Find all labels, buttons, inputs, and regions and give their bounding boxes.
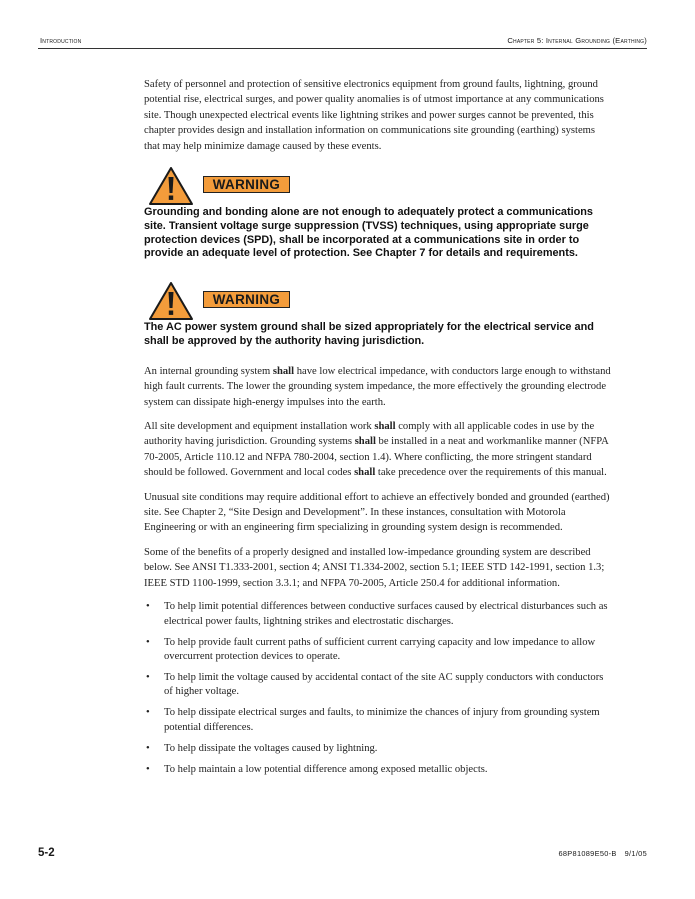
site-conditions-paragraph: Unusual site conditions may require additional effort to achieve an effectively bonded and grounded (earthed) site. See Chapter 2, “Site Design and Development”. In these instances, consultation with Motorola Engineering or with an engineering firm specializing in grounding system design is recommended. — [144, 491, 610, 534]
running-header — [38, 34, 647, 48]
benefits-list — [144, 600, 612, 777]
document-id: 68P81089E50-B — [558, 849, 617, 858]
benefits-paragraph: Some of the benefits of a properly designed and installed low-impedance grounding system are described below. See ANSI T1.333-2001, section 4; ANSI T1.334-2002, section 5.1; IEEE STD 142-1991, section 1.3; IEEE STD 1100-1999, section 3.3.1; and NFPA 70-2005, Article 250.4 for additional information. — [144, 546, 605, 589]
warning-triangle-icon — [148, 281, 194, 321]
page-content — [144, 77, 612, 784]
warning-triangle-icon — [148, 166, 194, 206]
warning-block-1 — [144, 166, 612, 261]
warning-label: WARNING — [203, 176, 290, 193]
intro-paragraph: Safety of personnel and protection of sensitive electronics equipment from ground faults, lightning, ground potential rise, electrical surges, and power quality anomalies is of utmost importance at any communications site. Though unexpected electrical events like lightning strikes and power surges cannot be prevented, this chapter provides design and installation information on communications site grounding (earthing) systems that may help minimize damage caused by these events. — [144, 79, 604, 152]
document-date: 9/1/05 — [624, 849, 647, 858]
warning-text: Grounding and bonding alone are not enough to adequately protect a communications site. Transient voltage surge suppression (TVSS) techniques, using appropriate surge protection devices (SPD), shall be incorporated at a communications site in order to provide an adequate level of protection. See Chapter 7 for details and requirements. — [144, 206, 593, 260]
bullet-glyph: • — [146, 742, 150, 754]
bullet-glyph: • — [146, 763, 150, 775]
warning-text: The AC power system ground shall be sized appropriately for the electrical service and shall be approved by the authority having jurisdiction. — [144, 321, 594, 348]
page-number: 5-2 — [38, 847, 55, 859]
header-section-title: Introduction — [40, 36, 82, 45]
header-chapter-title: Chapter 5: Internal Grounding (Earthing) — [507, 36, 647, 45]
impedance-paragraph: An internal grounding system shall have low electrical impedance, with conductors large enough to withstand high fault currents. The lower the grounding system impedance, the more effectively the grounding electrode system can dissipate high-energy impulses into the earth. — [144, 365, 611, 408]
list-item: • To help maintain a low potential difference among exposed metallic objects. — [144, 763, 612, 777]
footer-doc-info — [550, 849, 647, 858]
list-item: • To help limit the voltage caused by accidental contact of the site AC supply conductors with conductors of higher voltage. — [146, 671, 604, 698]
warning-label: WARNING — [203, 291, 290, 308]
list-item: • To help provide fault current paths of sufficient current carrying capacity and low impedance to allow overcurrent protection devices to operate. — [146, 636, 596, 662]
list-item: • To help limit potential differences between conductive surfaces caused by electrical disturbances such as electrical power faults, lightning strikes and electrostatic discharges. — [146, 601, 608, 627]
list-item: • To help dissipate the voltages caused by lightning. — [144, 742, 612, 756]
bullet-glyph: • — [146, 636, 150, 648]
warning-block-2 — [144, 281, 612, 349]
codes-paragraph: All site development and equipment installation work shall comply with all applicable codes in use by the authority having jurisdiction. Grounding systems shall be installed in a neat and workmanlike manner (NFPA 70-2005, Article 110.12 and NFPA 780-2004, section 1.4). Where conflicting, the more stringent standard should be followed. Government and local codes shall take precedence over the requirements of this manual. — [144, 421, 609, 479]
bullet-glyph: • — [146, 671, 150, 683]
header-divider — [38, 48, 647, 49]
list-item: • To help dissipate electrical surges and faults, to minimize the chances of injury from grounding system potential differences. — [146, 707, 600, 733]
bullet-glyph: • — [146, 707, 150, 719]
bullet-glyph: • — [146, 601, 150, 613]
